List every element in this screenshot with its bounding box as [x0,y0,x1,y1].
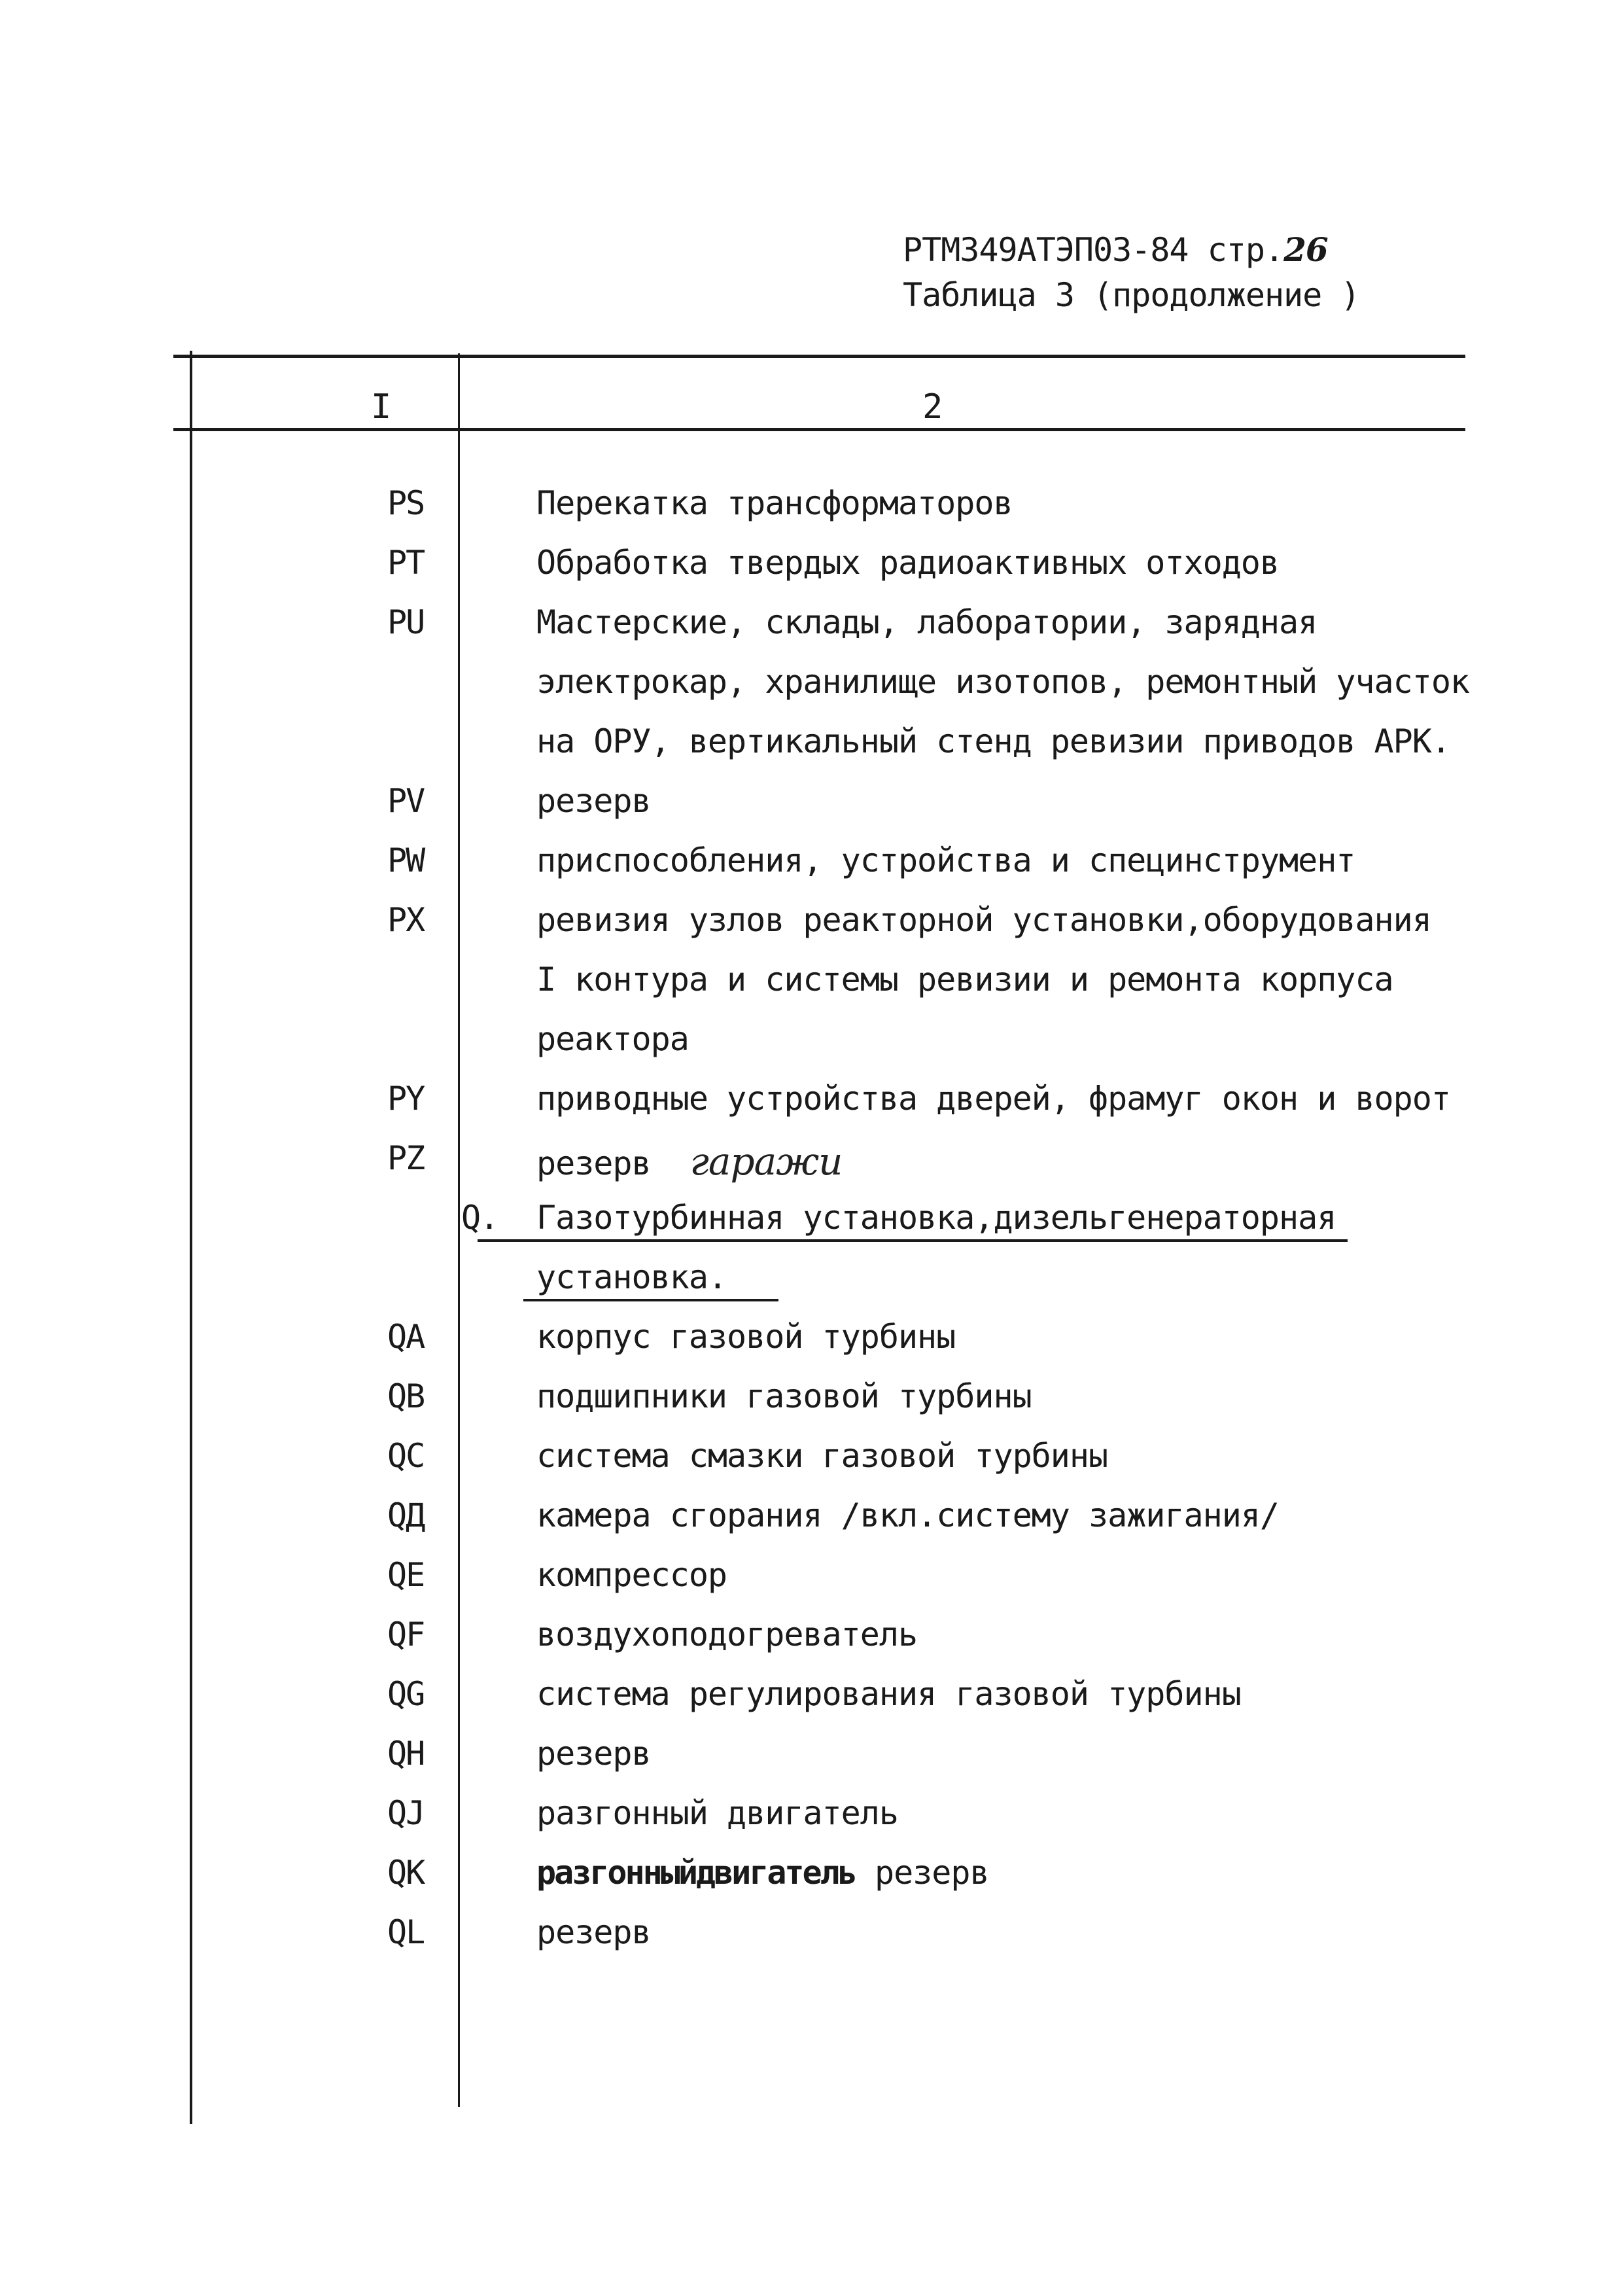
row-description [536,961,1393,998]
document-code [903,230,1328,269]
row-text: приспособления, устройства и специнструмент [536,841,1355,879]
column-divider [458,353,460,2107]
row-description [536,1080,1450,1118]
row-text: электрокар, хранилище изотопов, ремонтный участок [536,663,1470,701]
row-description [536,901,1431,939]
row-code: PU [387,603,425,641]
section-underline [478,1239,1348,1242]
row-text: корпус газовой турбины [536,1318,956,1356]
row-code: QK [387,1854,425,1892]
row-text: приводные устройства дверей, фрамуг окон и ворот [536,1080,1450,1118]
row-description [536,1675,1241,1713]
row-code: PX [387,901,425,939]
row-description [536,663,1469,701]
row-description [536,544,1279,582]
row-description [536,1854,989,1892]
row-code: PY [387,1080,425,1118]
struck-out-text: разгонныйдвигатель [536,1854,856,1892]
row-code: QH [387,1735,425,1773]
row-text: Мастерские, склады, лаборатории, зарядная [536,603,1318,641]
row-description [536,1377,1032,1415]
row-text: разгонный двигатель [536,1794,898,1832]
row-code: QF [387,1616,425,1653]
row-text: резерв [536,782,651,820]
row-code: QE [387,1556,425,1594]
row-description [536,1318,955,1356]
column-header-2: 2 [922,387,943,427]
row-text: подшипники газовой турбины [536,1377,1032,1415]
row-code: QB [387,1377,425,1415]
row-description [536,1735,651,1773]
row-description [536,1139,843,1184]
row-description [536,1616,917,1653]
row-text: воздухоподогреватель [536,1616,918,1653]
row-description [536,1556,727,1594]
row-description [536,1913,651,1951]
section-underline [523,1299,778,1301]
row-code: Q. [461,1199,498,1237]
row-text: Обработка твердых радиоактивных отходов [536,544,1279,582]
row-code: QA [387,1318,425,1356]
row-code: PV [387,782,425,820]
row-description [536,841,1355,879]
row-text: Перекатка трансформаторов [536,484,1013,522]
row-text: компрессор [536,1556,727,1594]
row-code: PW [387,841,425,879]
row-description [536,484,1013,522]
row-text: система регулирования газовой турбины [536,1675,1241,1713]
row-description [536,1496,1279,1534]
row-description [536,603,1317,641]
row-description [536,722,1450,760]
row-code: QG [387,1675,425,1713]
row-text: камера сгорания /вкл.систему зажигания/ [536,1496,1279,1534]
row-code: PT [387,544,425,582]
row-description [536,1794,898,1832]
document-code-text: РТМ349АТЭП03-84 стр. [903,231,1284,269]
row-text: Газотурбинная установка,дизельгенераторная [536,1199,1336,1237]
section-heading [536,1199,1336,1237]
row-code: QД [387,1496,425,1534]
row-code: PS [387,484,425,522]
page-number: 26 [1283,230,1328,269]
row-text: резерв [536,1144,651,1182]
table-top-rule [173,355,1465,358]
row-code: QL [387,1913,425,1951]
row-text: ревизия узлов реакторной установки,оборудования [536,901,1431,939]
row-code: QJ [387,1794,425,1832]
row-code: PZ [387,1139,425,1177]
row-description [536,1437,1108,1475]
row-description [536,1020,689,1058]
row-text: система смазки газовой турбины [536,1437,1108,1475]
table-left-border [190,351,192,2124]
column-header-1: I [371,387,392,427]
row-text: установка. [536,1258,727,1296]
row-text: резерв [536,1735,651,1773]
table-caption: Таблица 3 (продолжение ) [903,276,1360,314]
row-description [536,782,651,820]
section-heading [536,1258,727,1296]
row-text: на ОРУ, вертикальный стенд ревизии приводов АРК. [536,722,1450,760]
handwritten-note: гаражи [689,1139,843,1184]
table-header-rule [173,428,1465,431]
row-text: резерв [874,1854,989,1892]
row-text: I контура и системы ревизии и ремонта корпуса [536,961,1393,998]
row-text: реактора [536,1020,689,1058]
row-text: резерв [536,1913,651,1951]
row-code: QC [387,1437,425,1475]
